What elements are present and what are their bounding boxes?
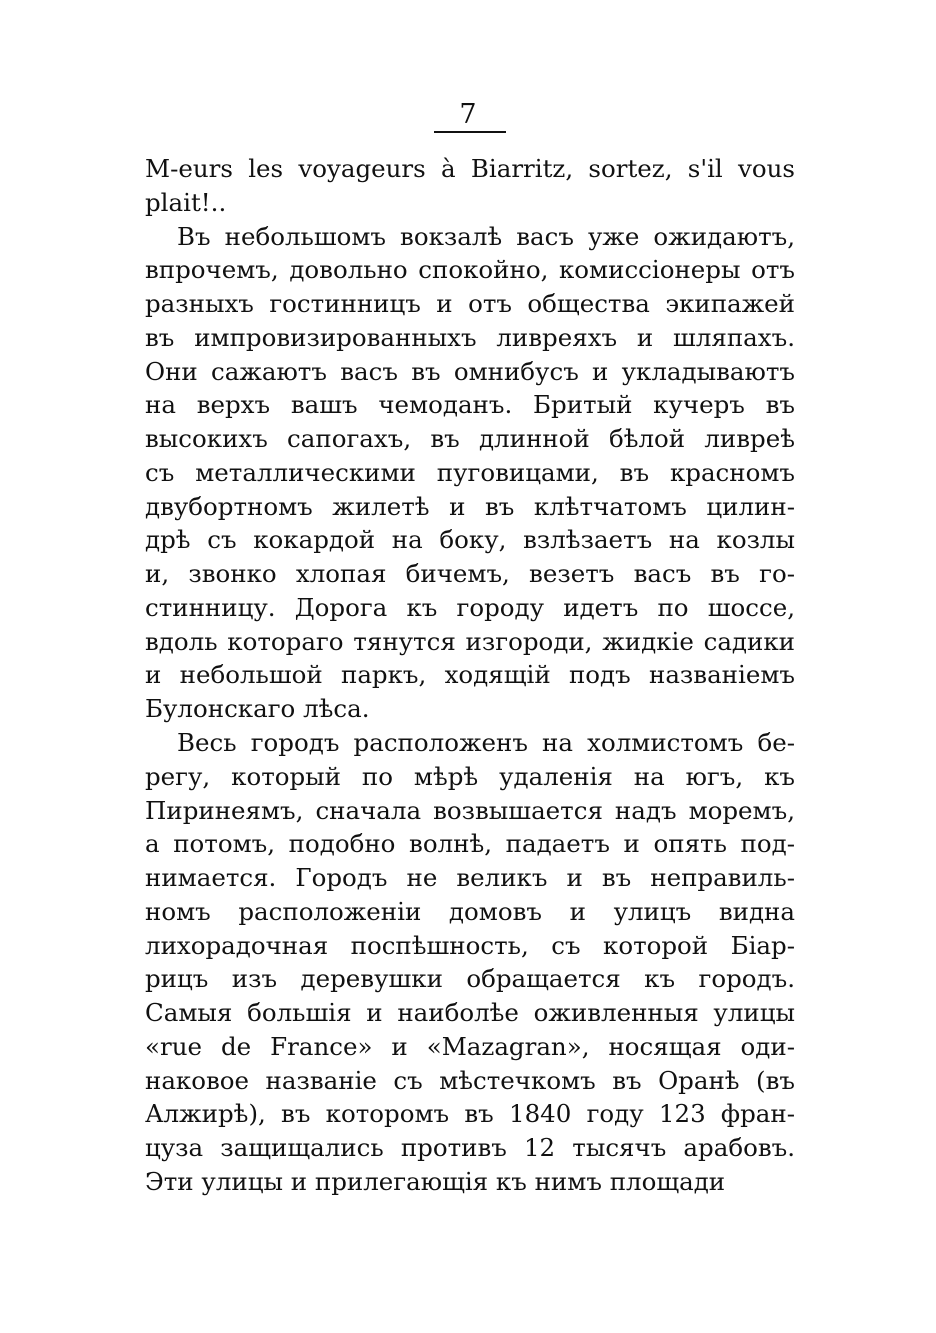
text-line: plait!.. xyxy=(145,187,227,217)
text-line: разныхъ гостинницъ и отъ общества экипажей xyxy=(145,289,795,319)
page-number-rule xyxy=(434,131,506,133)
text-line: дрѣ съ кокардой на боку, взлѣзаетъ на козлы xyxy=(145,525,795,555)
text-line: двубортномъ жилетѣ и въ клѣтчатомъ цилин- xyxy=(145,491,795,521)
paragraph xyxy=(145,726,795,1199)
text-line: нимается. Городъ не великъ и въ неправиль- xyxy=(145,863,795,893)
text-line: наковое названіе съ мѣстечкомъ въ Оранѣ (въ xyxy=(145,1065,795,1095)
text-line: Эти улицы и прилегающія къ нимъ площади xyxy=(145,1166,726,1196)
text-line: высокихъ сапогахъ, въ длинной бѣлой ливреѣ xyxy=(145,424,795,454)
text-line: Въ небольшомъ вокзалѣ васъ уже ожидаютъ, xyxy=(177,221,795,251)
text-line: и, звонко хлопая бичемъ, везетъ васъ въ го- xyxy=(145,559,795,589)
text-line: «rue de France» и «Mazagran», носящая оди- xyxy=(145,1031,795,1061)
text-line: номъ расположеніи домовъ и улицъ видна xyxy=(145,896,795,926)
text-line: вдоль котораго тянутся изгороди, жидкіе садики xyxy=(145,626,795,656)
text-line: Алжирѣ), въ которомъ въ 1840 году 123 фран- xyxy=(145,1099,795,1129)
paragraph xyxy=(145,220,795,726)
text-line: Булонскаго лѣса. xyxy=(145,694,370,724)
text-line: стинницу. Дорога къ городу идетъ по шоссе, xyxy=(145,592,795,622)
text-line: на верхъ вашъ чемоданъ. Бритый кучеръ въ xyxy=(145,390,795,420)
text-line: въ импровизированныхъ ливреяхъ и шляпахъ. xyxy=(145,322,795,352)
paragraph xyxy=(145,152,795,220)
text-line: цуза защищались противъ 12 тысячъ арабовъ. xyxy=(145,1133,795,1163)
text-line: Они сажаютъ васъ въ омнибусъ и укладываютъ xyxy=(145,356,795,386)
text-line: и небольшой паркъ, ходящій подъ названіемъ xyxy=(145,660,795,690)
text-line: Пиринеямъ, сначала возвышается надъ моремъ, xyxy=(145,795,795,825)
text-line: впрочемъ, довольно спокойно, комиссіонеры отъ xyxy=(145,255,795,285)
page-number: 7 xyxy=(459,99,477,130)
text-line: Весь городъ расположенъ на холмистомъ бе- xyxy=(177,728,795,758)
text-line: лихорадочная поспѣшность, съ которой Біар- xyxy=(145,930,795,960)
text-line: M-eurs les voyageurs à Biarritz, sortez, s'il vous xyxy=(145,154,795,183)
text-line: регу, который по мѣрѣ удаленія на югъ, къ xyxy=(145,761,795,791)
text-line: съ металлическими пуговицами, въ красномъ xyxy=(145,457,795,487)
text-line: Самыя большія и наиболѣе оживленныя улицы xyxy=(145,998,795,1028)
body-text xyxy=(145,152,795,1199)
text-line: рицъ изъ деревушки обращается къ городъ. xyxy=(145,964,795,994)
text-line: а потомъ, подобно волнѣ, падаетъ и опять под- xyxy=(145,829,795,859)
